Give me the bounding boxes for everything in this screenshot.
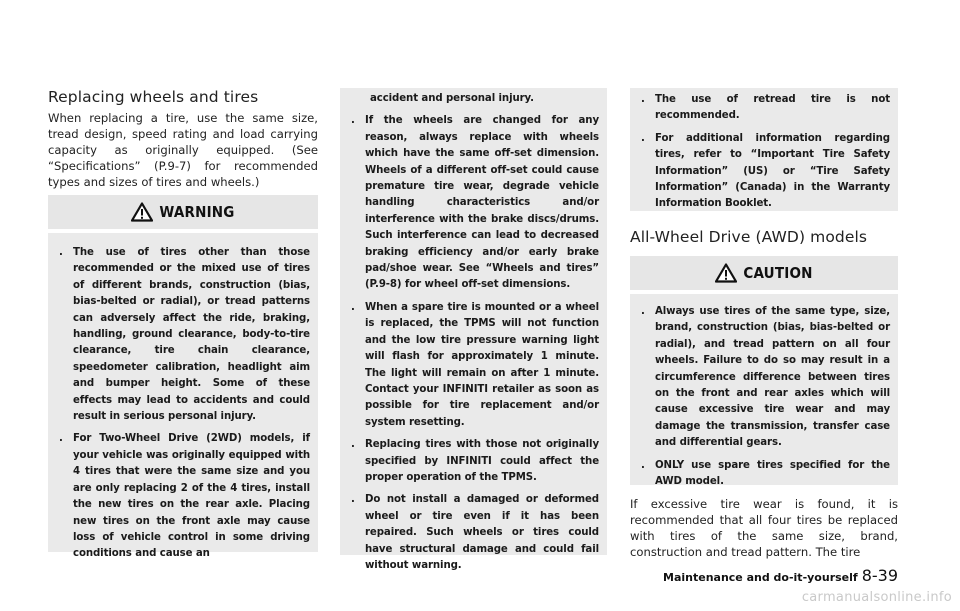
warning-list-1 (48, 245, 318, 569)
watermark: carmanualsonline.info (801, 590, 952, 605)
list-item: . Replacing tires with those not originally specified by INFINITI could affect the proper operation of the TPMS. (351, 439, 599, 483)
list-item: . ONLY use spare tires specified for the AWD model. (641, 459, 890, 488)
caution-banner (630, 256, 898, 294)
warning-triangle-icon (131, 202, 153, 222)
list-item: . The use of tires other than those recommended or the mixed use of tires of different brands, construction (bias, bias-belted or radial), or tread patterns can adversely affect the ride, braking, handling, ground clearance, body-to-tire clearance, tire chain clearance, speedometer calibration, headlight aim and bumper height. Some of these effects may lead to accidents and could result in serious personal injury. (59, 247, 310, 423)
list-item: . When a spare tire is mounted or a wheel is replaced, the TPMS will not function and the low tire pressure warning light will flash for approximately 1 minute. The light will remain on after 1 minute. Contact your INFINITI retailer as soon as possible for tire replacement and/or system resetting. (351, 301, 599, 428)
caution-label: CAUTION (743, 264, 813, 282)
warning-label: WARNING (159, 203, 235, 221)
footer-section-title: Maintenance and do-it-yourself (663, 571, 858, 584)
awd-paragraph: If excessive tire wear is found, it is recommended that all four tires be replaced with tires of the same size, brand, construction and tread pattern. The tire (630, 497, 898, 559)
warning-box (48, 195, 318, 560)
warning-banner (48, 195, 318, 233)
list-item: . For additional information regarding tires, refer to “Important Tire Safety Information” (US) or “Tire Safety Information” (Canada) in the Warranty Information Booklet. (641, 132, 890, 210)
list-item: . For Two-Wheel Drive (2WD) models, if your vehicle was originally equipped with 4 tires that were the same size and you are only replacing 2 of the 4 tires, install the new tires on the rear axle. Placing new tires on the front axle may cause loss of vehicle control in some driving conditions and cause an (59, 433, 310, 560)
list-item: . If the wheels are changed for any reason, always replace with wheels which have the same off-set dimension. Wheels of a different off-set could cause premature tire wear, degrade vehicle handling characteristics and/or interference with the brake discs/drums. Such interference can lead to decreased braking efficiency and/or early brake pad/shoe wear. See “Wheels and tires” (P.9-8) for wheel off-set dimensions. (351, 115, 599, 291)
caution-box (630, 256, 898, 488)
page-number: 8-39 (861, 566, 898, 585)
list-item: . Do not install a damaged or deformed wheel or tire even if it has been repaired. Such wheels or tires could have structural damage and could fail without warning. (351, 494, 599, 571)
warning-continuation: accident and personal injury. (370, 93, 534, 104)
list-item: . Always use tires of the same type, size, brand, construction (bias, bias-belted or radial), and tread pattern on all four wheels. Failure to do so may result in a circumference difference between tires on the front and rear axles which will cause excessive tire wear and may damage the transmission, transfer case and differential gears. (641, 306, 890, 449)
intro-paragraph: When replacing a tire, use the same size, tread design, speed rating and load carrying capacity as originally equipped. (See “Specifications” (P.9-7) for recommended types and sizes of tires and wheels.) (48, 111, 318, 189)
page-footer (658, 566, 898, 585)
warning-box-end (630, 88, 898, 211)
warning-box-continued (340, 88, 607, 571)
section-heading-replacing: Replacing wheels and tires (48, 88, 259, 106)
list-item: . The use of retread tire is not recommended. (641, 94, 890, 122)
caution-list (630, 304, 898, 496)
warning-triangle-icon (715, 263, 737, 283)
section-heading-awd: All-Wheel Drive (AWD) models (630, 228, 868, 246)
warning-list-3 (630, 92, 898, 213)
warning-list-2 (340, 113, 607, 574)
